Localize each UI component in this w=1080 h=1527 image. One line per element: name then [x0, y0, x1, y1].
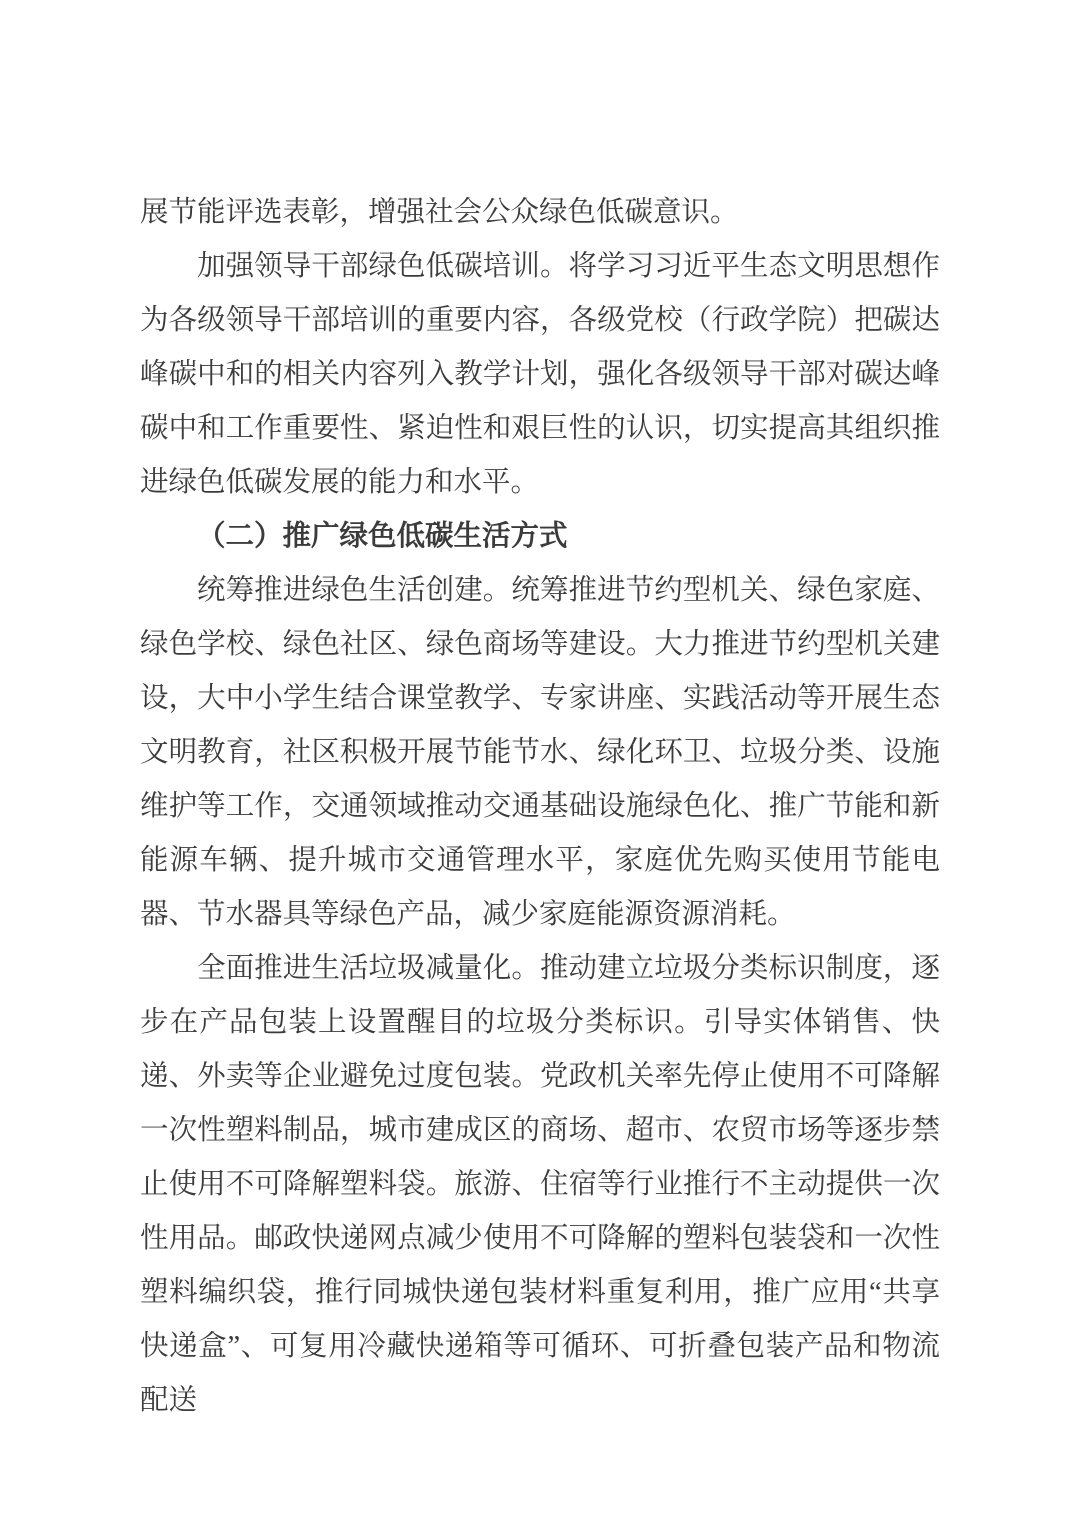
paragraph-waste-reduction: 全面推进生活垃圾减量化。推动建立垃圾分类标识制度，逐步在产品包装上设置醒目的垃圾分类标识。引导实体销售、快递、外卖等企业避免过度包装。党政机关率先停止使用不可降解一次性塑料制品，城市建成区的商场、超市、农贸市场等逐步禁止使用不可降解塑料袋。旅游、住宿等行业推行不主动提供一次性用品。邮政快递网点减少使用不可降解的塑料包装袋和一次性塑料编织袋，推行同城快递包装材料重复利用，推广应用“共享快递盒”、可复用冷藏快递箱等可循环、可折叠包装产品和物流配送	[140, 953, 940, 1416]
paragraph-energy-awareness-continuation: 展节能评选表彰，增强社会公众绿色低碳意识。	[140, 197, 739, 228]
section-heading-green-lifestyle: （二）推广绿色低碳生活方式	[197, 521, 568, 552]
paragraph-cadre-training: 加强领导干部绿色低碳培训。将学习习近平生态文明思想作为各级领导干部培训的重要内容，各级党校（行政学院）把碳达峰碳中和的相关内容列入教学计划，强化各级领导干部对碳达峰碳中和工作重要性、紧迫性和艰巨性的认识，切实提高其组织推进绿色低碳发展的能力和水平。	[140, 251, 940, 498]
paragraph-green-life-creation: 统筹推进绿色生活创建。统筹推进节约型机关、绿色家庭、绿色学校、绿色社区、绿色商场等建设。大力推进节约型机关建设，大中小学生结合课堂教学、专家讲座、实践活动等开展生态文明教育，社区积极开展节能节水、绿化环卫、垃圾分类、设施维护等工作，交通领域推动交通基础设施绿色化、推广节能和新能源车辆、提升城市交通管理水平，家庭优先购买使用节能电器、节水器具等绿色产品，减少家庭能源资源消耗。	[140, 575, 940, 930]
